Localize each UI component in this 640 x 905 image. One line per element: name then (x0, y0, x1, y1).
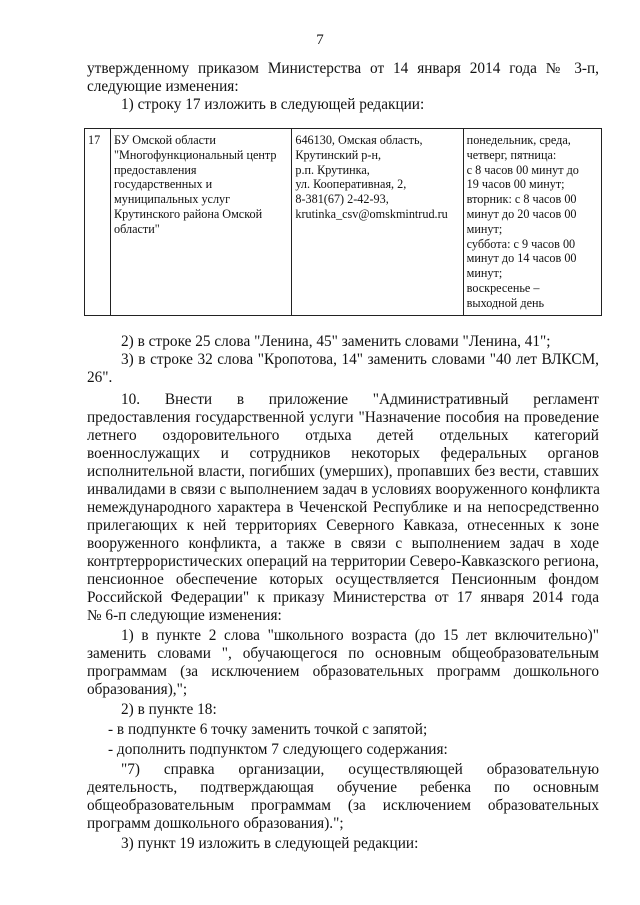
sub-3: 3) пункт 19 изложить в следующей редакции: (121, 835, 419, 852)
row-number: 17 (88, 133, 101, 147)
org-line: государственных и (114, 177, 213, 192)
para-10-line: контртеррористических операций на территории Северо-Кавказского региона, (87, 553, 599, 570)
schedule-cell (463, 129, 601, 316)
schedule-line: 19 часов 00 минут; (466, 177, 565, 192)
schedule-line: воскресенье – (466, 280, 540, 295)
address-line: 8-381(67) 2-42-93, (295, 192, 389, 207)
org-line: Крутинского района Омской (114, 206, 263, 221)
para-10-line: 10. Внести в приложение "Административный регламент (121, 391, 599, 408)
org-line: БУ Омской области (114, 133, 216, 147)
schedule-line: минут до 14 часов 00 (466, 251, 577, 266)
sub-1-line: образования),"; (87, 681, 188, 698)
item-2: 2) в строке 25 слова "Ленина, 45" заменить словами "Ленина, 41"; (121, 333, 551, 350)
para-10-line: Российской Федерации" к приказу Министерства от 17 января 2014 года (87, 589, 599, 606)
schedule-line: суббота: с 9 часов 00 (466, 236, 576, 251)
org-line: "Многофункциональный центр (114, 147, 277, 162)
address-table (84, 128, 602, 316)
address-line: р.п. Крутинка, (295, 162, 370, 177)
address-cell (292, 129, 463, 316)
schedule-line: четверг, пятница: (466, 147, 557, 162)
para-10-line: немеждународного характера в Чеченской Республике и на непосредственно (87, 499, 599, 516)
intro-line-2: следующие изменения: (87, 78, 239, 95)
organization-cell (111, 129, 292, 316)
schedule-line: выходной день (466, 295, 545, 310)
schedule-line: с 8 часов 00 минут до (466, 162, 579, 177)
para-10-line: № 6-п следующие изменения: (87, 607, 282, 624)
quote-7-line: "7) справка организации, осуществляющей образовательную (121, 761, 599, 778)
sub-1-line: 1) в пункте 2 слова "школьного возраста (до 15 лет включительно)" (121, 627, 599, 644)
para-10-line: вооруженного конфликта, а также в связи с выполнением задач в ходе (87, 535, 599, 552)
sub-2-b: - дополнить подпунктом 7 следующего содержания: (108, 741, 448, 758)
org-line: области" (114, 221, 160, 236)
row-number-cell (85, 129, 111, 316)
para-10-line: предоставления государственной услуги "Назначение пособия на проведение (87, 409, 599, 426)
page-number: 7 (316, 32, 324, 48)
address-line: 646130, Омская область, (295, 133, 423, 147)
intro-line-1: утвержденному приказом Министерства от 14 января 2014 года № 3-п, (87, 60, 599, 77)
schedule-line: минут; (466, 266, 503, 281)
sub-2-a: - в подпункте 6 точку заменить точкой с запятой; (108, 721, 428, 738)
schedule-line: вторник: с 8 часов 00 (466, 192, 577, 207)
schedule-line: понедельник, среда, (466, 133, 571, 147)
table-row (85, 129, 602, 316)
org-line: предоставления (114, 162, 197, 177)
schedule-line: минут; (466, 221, 503, 236)
schedule-line: минут до 20 часов 00 (466, 206, 577, 221)
address-line: ул. Кооперативная, 2, (295, 177, 407, 192)
address-line: Крутинский р-н, (295, 147, 382, 162)
org-line: муниципальных услуг (114, 192, 231, 207)
sub-1-line: программам (за исключением образовательных программ дошкольного (87, 663, 599, 680)
quote-7-line: деятельность, подтверждающая обучение ребенка по основным (87, 779, 599, 796)
item-1: 1) строку 17 изложить в следующей редакции: (121, 96, 425, 113)
quote-7-line: общеобразовательным программам (за исключением образовательных (87, 797, 599, 814)
para-10-line: военнослужащих и сотрудников некоторых федеральных органов (87, 445, 599, 462)
sub-1-line: заменить словами ", обучающегося по основным общеобразовательным (87, 645, 599, 662)
email-line: krutinka_csv@omskmintrud.ru (295, 206, 448, 221)
para-10-line: пенсионное обеспечение которых осуществляется Пенсионным фондом (87, 571, 599, 588)
para-10-line: прилегающих к ней территориях Северного Кавказа, отнесенных к зоне (87, 517, 599, 534)
item-3-line-1: 3) в строке 32 слова "Кропотова, 14" заменить словами "40 лет ВЛКСМ, (121, 351, 599, 368)
sub-2: 2) в пункте 18: (121, 701, 217, 718)
quote-7-line: программ дошкольного образования)."; (87, 815, 344, 832)
para-10-line: инвалидами в связи с выполнением задач в условиях вооруженного конфликта (87, 481, 600, 498)
para-10-line: летнего оздоровительного отдыха детей отдельных категорий (87, 427, 599, 444)
item-3-line-2: 26". (87, 369, 113, 386)
para-10-line: исполнительной власти, погибших (умерших), пропавших без вести, ставших (87, 463, 599, 480)
